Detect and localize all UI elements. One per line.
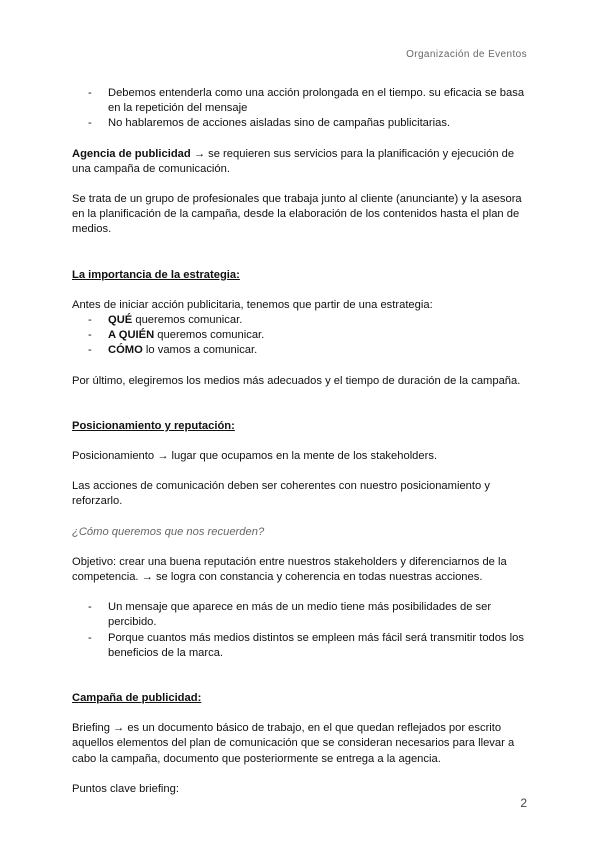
list-item xyxy=(108,328,532,343)
posicionamiento-definition: Posicionamiento → lugar que ocupamos en la mente de los stakeholders. xyxy=(72,450,438,463)
posicionamiento-paragraph: Las acciones de comunicación deben ser coherentes con nuestro posicionamiento y reforzarlo. xyxy=(72,480,490,508)
estrategia-item-keyword: QUÉ xyxy=(108,314,133,327)
posicionamiento-bullet-list xyxy=(72,600,532,661)
list-item: - Un mensaje que aparece en más de un medio tiene más posibilidades de ser percibido. xyxy=(108,600,532,630)
campana-puntos: Puntos clave briefing: xyxy=(72,782,179,795)
page-number: 2 xyxy=(520,796,527,810)
posicionamiento-question: ¿Cómo queremos que nos recuerden? xyxy=(72,525,265,538)
agencia-definition xyxy=(72,147,532,177)
estrategia-item-text: queremos comunicar. xyxy=(154,329,265,342)
intro-bullet-list xyxy=(72,86,532,132)
campana-briefing: Briefing → es un documento básico de trabajo, en el que quedan reflejados por escrito aquellos elementos del plan de comunicación que se consideran necesarios para llevar a cabo la campaña, documento que posteriormente se entrega a la agencia. xyxy=(72,722,515,765)
list-item xyxy=(108,313,532,328)
agencia-paragraph: Se trata de un grupo de profesionales que trabaja junto al cliente (anunciante) y la asesora en la planificación de la campaña, desde la elaboración de los contenidos hasta el plan de medios. xyxy=(72,193,522,236)
document-body xyxy=(72,86,532,812)
section-heading-campana: Campaña de publicidad: xyxy=(72,692,202,705)
running-header: Organización de Eventos xyxy=(406,49,527,60)
section-heading-posicionamiento: Posicionamiento y reputación: xyxy=(72,419,235,432)
estrategia-closing: Por último, elegiremos los medios más adecuados y el tiempo de duración de la campaña. xyxy=(72,374,521,387)
list-item: - Porque cuantos más medios distintos se empleen más fácil será transmitir todos los beneficios de la marca. xyxy=(108,631,532,661)
estrategia-list xyxy=(72,313,532,359)
list-item: - No hablaremos de acciones aisladas sino de campañas publicitarias. xyxy=(108,116,532,131)
list-item xyxy=(108,343,532,358)
agencia-term: Agencia de publicidad xyxy=(72,147,191,160)
section-heading-estrategia: La importancia de la estrategia: xyxy=(72,268,240,281)
estrategia-intro: Antes de iniciar acción publicitaria, tenemos que partir de una estrategia: xyxy=(72,298,433,311)
list-item: - Debemos entenderla como una acción prolongada en el tiempo. su eficacia se basa en la repetición del mensaje xyxy=(108,86,532,116)
agencia-definition-text: → se requieren sus servicios para la planificación y ejecución de una campaña de comunicación. xyxy=(72,147,515,175)
posicionamiento-objective: Objetivo: crear una buena reputación entre nuestros stakeholders y diferenciarnos de la competencia. → se logra con constancia y coherencia en todas nuestras acciones. xyxy=(72,555,507,584)
estrategia-item-keyword: CÓMO xyxy=(108,344,143,357)
estrategia-item-text: queremos comunicar. xyxy=(132,314,243,327)
estrategia-item-text: lo vamos a comunicar. xyxy=(142,344,258,357)
estrategia-item-keyword: A QUIÉN xyxy=(108,329,155,342)
